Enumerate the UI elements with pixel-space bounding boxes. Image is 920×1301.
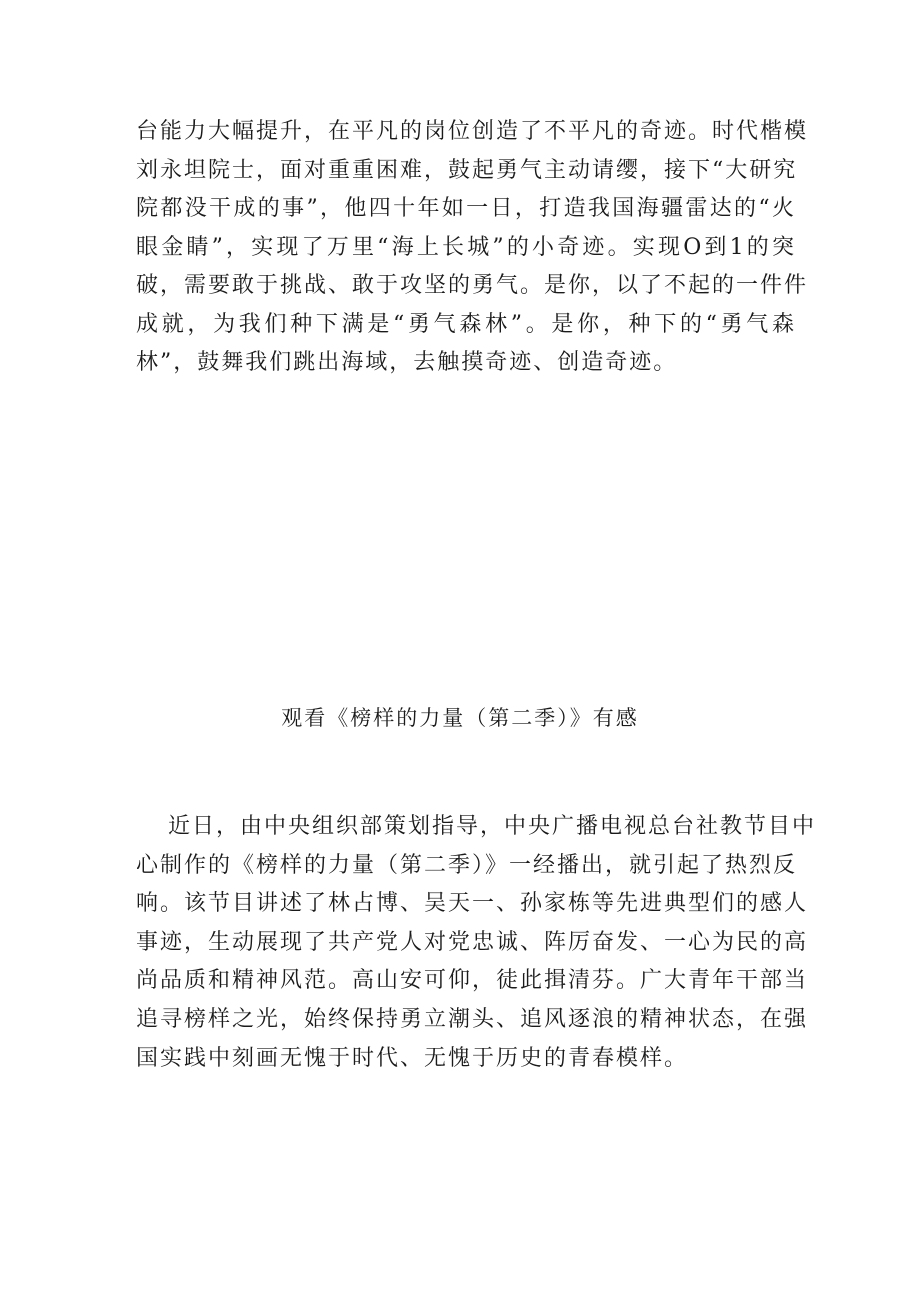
paragraph-line: 眼金睛”，实现了万里“海上长城”的小奇迹。实现O到1的突 [136,234,796,260]
paragraph-line: 近日，由中央组织部策划指导，中央广播电视总台社教节目中 [168,814,817,839]
paragraph-line: 响。该节目讲述了林占博、吴天一、孙家栋等先进典型们的感人 [136,891,809,917]
paragraph-line: 事迹，生动展现了共产党人对党忠诚、阵厉奋发、一心为民的高 [136,929,809,955]
paragraph-line: 院都没干成的事”，他四十年如一日，打造我国海疆雷达的“火 [136,196,796,221]
article-title: 观看《榜样的力量（第二季）》有感 [281,706,639,730]
paragraph-line: 破，需要敢于挑战、敢于攻坚的勇气。是你，以了不起的一件件 [136,273,809,298]
paragraph-line: 刘永坦院士，面对重重困难，鼓起勇气主动请缨，接下“大研究 [136,157,798,183]
paragraph-line: 追寻榜样之光，始终保持勇立潮头、追风逐浪的精神状态，在强 [136,1006,809,1032]
paragraph-continued [136,113,809,383]
paragraph-line: 心制作的《榜样的力量（第二季）》一经播出，就引起了热烈反 [136,852,798,878]
paragraph-line: 成就，为我们种下满是“勇气森林”。是你，种下的“勇气森 [136,311,796,337]
article-paragraph [136,808,817,1078]
paragraph-line: 台能力大幅提升，在平凡的岗位创造了不平凡的奇迹。时代楷模 [136,119,809,144]
paragraph-line: 林”，鼓舞我们跳出海域，去触摸奇迹、创造奇迹。 [136,350,678,375]
paragraph-line: 尚品质和精神风范。高山安可仰，徒此揖清芬。广大青年干部当 [136,968,809,994]
paragraph-line: 国实践中刻画无愧于时代、无愧于历史的青春模样。 [136,1045,689,1071]
